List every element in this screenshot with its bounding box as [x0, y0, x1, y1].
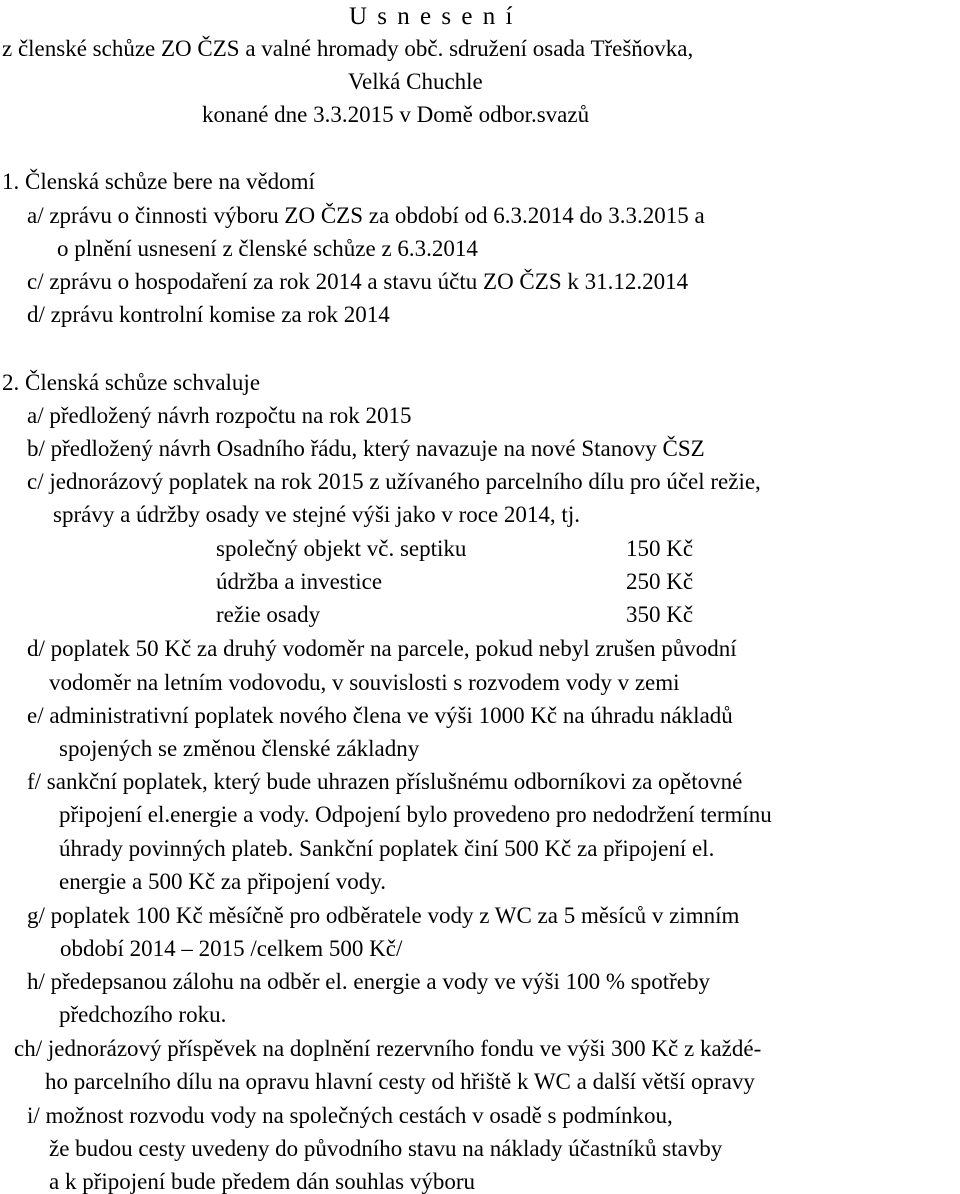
- fee-label: společný objekt vč. septiku: [216, 536, 467, 561]
- list-item: c/ zprávu o hospodaření za rok 2014 a stavu účtu ZO ČZS k 31.12.2014: [27, 269, 689, 294]
- list-item: e/ administrativní poplatek nového člena ve výši 1000 Kč na úhradu nákladů: [27, 703, 733, 728]
- list-item: d/ poplatek 50 Kč za druhý vodoměr na parcele, pokud nebyl zrušen původní: [27, 636, 737, 661]
- fee-label: režie osady: [216, 602, 321, 627]
- header-line: Velká Chuchle: [348, 69, 483, 94]
- fee-label: údržba a investice: [216, 569, 383, 594]
- header-line: z členské schůze ZO ČZS a valné hromady obč. sdružení osada Třešňovka,: [2, 36, 694, 61]
- section-heading: 2. Členská schůze schvaluje: [2, 370, 261, 395]
- list-item: ch/ jednorázový příspěvek na doplnění rezervního fondu ve výši 300 Kč z každé-: [14, 1036, 762, 1061]
- list-item: f/ sankční poplatek, který bude uhrazen příslušnému odborníkovi za opětovné: [27, 769, 743, 794]
- fee-amount: 350 Kč: [626, 602, 694, 627]
- list-item: o plnění usnesení z členské schůze z 6.3.2014: [57, 236, 478, 261]
- list-item: že budou cesty uvedeny do původního stavu na náklady účastníků stavby: [49, 1136, 723, 1161]
- list-item: h/ předepsanou zálohu na odběr el. energie a vody ve výši 100 % spotřeby: [27, 969, 710, 994]
- fee-amount: 150 Kč: [626, 536, 694, 561]
- list-item: připojení el.energie a vody. Odpojení bylo provedeno pro nedodržení termínu: [59, 802, 772, 827]
- section-heading: 1. Členská schůze bere na vědomí: [2, 169, 315, 194]
- list-item: a/ zprávu o činnosti výboru ZO ČZS za období od 6.3.2014 do 3.3.2015 a: [27, 203, 705, 228]
- list-item: i/ možnost rozvodu vody na společných cestách v osadě s podmínkou,: [27, 1103, 673, 1128]
- list-item: energie a 500 Kč za připojení vody.: [59, 869, 386, 894]
- list-item: d/ zprávu kontrolní komise za rok 2014: [27, 302, 390, 327]
- list-item: ho parcelního dílu na opravu hlavní cesty od hřiště k WC a další větší opravy: [45, 1069, 755, 1094]
- list-item: spojených se změnou členské základny: [59, 736, 420, 761]
- list-item: úhrady povinných plateb. Sankční poplatek činí 500 Kč za připojení el.: [59, 836, 715, 861]
- list-item: předchozího roku.: [59, 1002, 227, 1027]
- list-item: b/ předložený návrh Osadního řádu, který navazuje na nové Stanovy ČSZ: [27, 436, 705, 461]
- fee-amount: 250 Kč: [626, 569, 694, 594]
- list-item: a k připojení bude předem dán souhlas výboru: [49, 1169, 476, 1194]
- list-item: g/ poplatek 100 Kč měsíčně pro odběratele vody z WC za 5 měsíců v zimním: [27, 903, 740, 928]
- list-item: a/ předložený návrh rozpočtu na rok 2015: [27, 403, 412, 428]
- list-item: c/ jednorázový poplatek na rok 2015 z užívaného parcelního dílu pro účel režie,: [27, 469, 761, 494]
- document-title: U s n e s e n í: [349, 3, 515, 30]
- list-item: období 2014 – 2015 /celkem 500 Kč/: [60, 936, 403, 961]
- list-item: správy a údržby osady ve stejné výši jako v roce 2014, tj.: [53, 502, 580, 527]
- header-line: konané dne 3.3.2015 v Domě odbor.svazů: [202, 102, 590, 127]
- list-item: vodoměr na letním vodovodu, v souvislosti s rozvodem vody v zemi: [49, 670, 680, 695]
